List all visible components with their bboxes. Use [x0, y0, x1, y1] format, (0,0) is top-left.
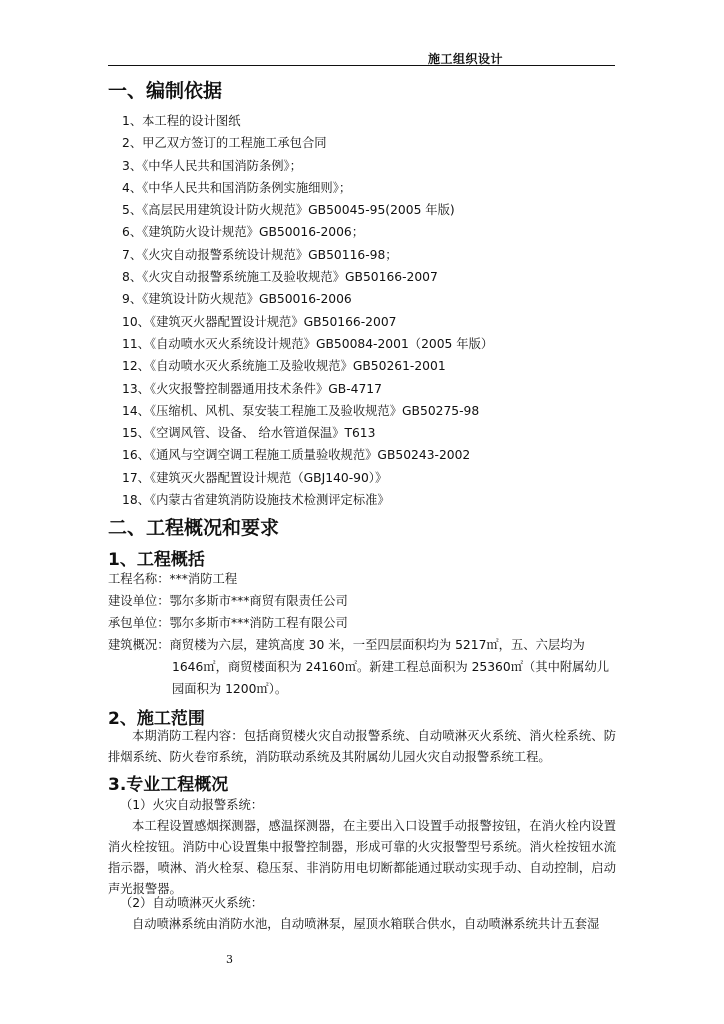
reference-item: 14、《压缩机、风机、泵安装工程施工及验收规范》GB50275-98	[122, 403, 480, 418]
sprinkler-heading: （2）自动喷淋灭火系统：	[120, 896, 264, 910]
reference-item: 5、《高层民用建筑设计防火规范》GB50045-95(2005 年版)	[122, 203, 455, 218]
reference-item: 6、《建筑防火设计规范》GB50016-2006；	[122, 225, 365, 240]
reference-item: 17、《建筑灭火器配置设计规范（GBJ140-90）》	[122, 470, 388, 485]
reference-item: 13、《火灾报警控制器通用技术条件》GB-4717	[122, 381, 382, 396]
building-overview-line: 1646㎡，商贸楼面积为 24160㎡。新建工程总面积为 25360㎡（其中附属幼儿	[172, 660, 610, 674]
page-number: 3	[226, 953, 233, 966]
reference-item: 18、《内蒙古省建筑消防设施技术检测评定标准》	[122, 493, 390, 508]
subsection-title-summary: 1、工程概括	[108, 550, 205, 570]
reference-item: 15、《空调风管、设备、 给水管道保温》T613	[122, 426, 376, 441]
running-header: 施工组织设计	[428, 52, 504, 66]
reference-item: 9、《建筑设计防火规范》GB50016-2006	[122, 292, 352, 307]
project-name: 工程名称：***消防工程	[108, 572, 238, 586]
fire-alarm-paragraph: 本工程设置感烟探测器，感温探测器，在主要出入口设置手动报警按钮，在消火栓内设置消火栓按钮。消防中心设置集中报警控制器，形成可靠的火灾报警型号系统。消火栓按钮水流指示器，喷淋、消火栓泵、稳压泵、非消防用电切断都能通过联动实现手动、自动控制，启动声光报警器。	[108, 819, 616, 896]
reference-list	[122, 110, 493, 511]
section-title-overview: 二、工程概况和要求	[108, 517, 280, 539]
scope-paragraph: 本期消防工程内容：包括商贸楼火灾自动报警系统、自动喷淋灭火系统、消火栓系统、防排烟系统、防火卷帘系统，消防联动系统及其附属幼儿园火灾自动报警系统工程。	[108, 729, 616, 764]
fire-alarm-heading: （1）火灾自动报警系统：	[120, 798, 264, 812]
reference-item: 2、甲乙双方签订的工程施工承包合同	[122, 136, 327, 151]
reference-item: 4、《中华人民共和国消防条例实施细则》；	[122, 180, 352, 195]
building-overview-line: 建筑概况：商贸楼为六层，建筑高度 30 米，一至四层面积均为 5217㎡，五、六层均为	[108, 638, 585, 652]
reference-item: 1、本工程的设计图纸	[122, 114, 241, 128]
builder-unit: 建设单位：鄂尔多斯市***商贸有限责任公司	[108, 594, 348, 608]
sprinkler-paragraph: 自动喷淋系统由消防水池，自动喷淋泵，屋顶水箱联合供水，自动喷淋系统共计五套湿	[132, 917, 600, 931]
reference-item: 10、《建筑灭火器配置设计规范》GB50166-2007	[122, 314, 397, 329]
subsection-title-scope: 2、施工范围	[108, 709, 205, 729]
contractor-unit: 承包单位：鄂尔多斯市***消防工程有限公司	[108, 616, 348, 630]
subsection-title-professional: 3.专业工程概况	[108, 775, 229, 795]
header-rule	[108, 65, 615, 66]
reference-item: 7、《火灾自动报警系统设计规范》GB50116-98；	[122, 247, 398, 262]
reference-item: 12、《自动喷水灭火系统施工及验收规范》GB50261-2001	[122, 359, 446, 374]
reference-item: 16、《通风与空调空调工程施工质量验收规范》GB50243-2002	[122, 448, 471, 463]
section-title-basis: 一、编制依据	[108, 80, 223, 102]
reference-item: 3、《中华人民共和国消防条例》；	[122, 158, 302, 173]
building-overview-line: 园面积为 1200㎡）。	[172, 682, 288, 696]
reference-item: 11、《自动喷水灭火系统设计规范》GB50084-2001（2005 年版）	[122, 336, 494, 351]
reference-item: 8、《火灾自动报警系统施工及验收规范》GB50166-2007	[122, 270, 438, 285]
